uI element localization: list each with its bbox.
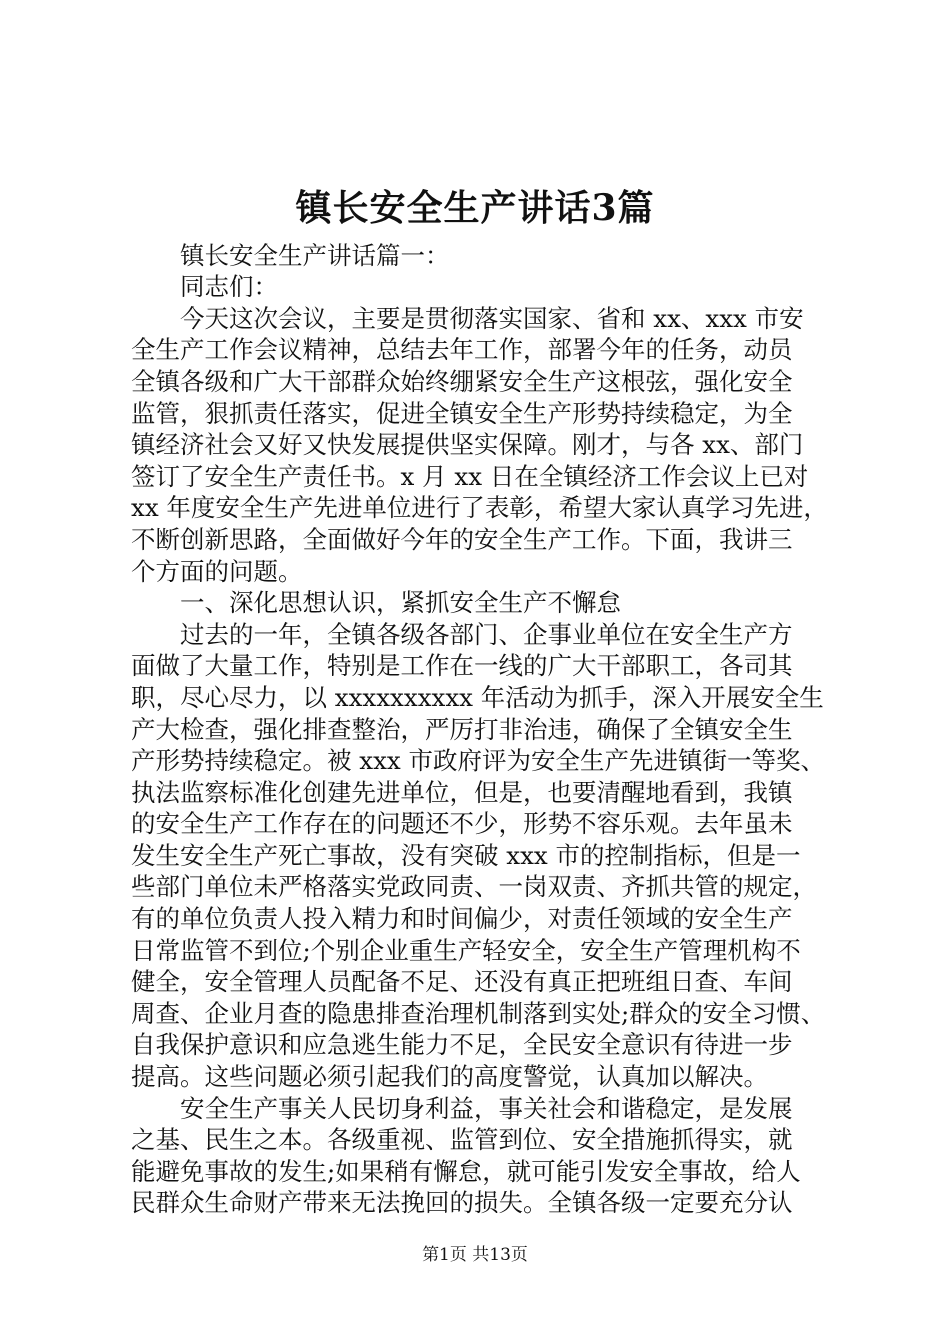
body-line: 日常监管不到位;个别企业重生产轻安全，安全生产管理机构不 (131, 935, 801, 965)
body-line: 监管，狠抓责任落实，促进全镇安全生产形势持续稳定，为全 (131, 398, 793, 428)
body-line: 全生产工作会议精神，总结去年工作，部署今年的任务，动员 (131, 335, 793, 365)
document-title: 镇长安全生产讲话3篇 (295, 187, 655, 229)
body-line: 过去的一年，全镇各级各部门、企事业单位在安全生产方 (131, 619, 793, 649)
body-line: 民群众生命财产带来无法挽回的损失。全镇各级一定要充分认 (131, 1188, 793, 1218)
document-body (131, 208, 831, 1219)
body-line: 职，尽心尽力，以 xxxxxxxxxx 年活动为抓手，深入开展安全生 (131, 682, 824, 712)
body-line: 安全生产事关人民切身利益，事关社会和谐稳定，是发展 (131, 1093, 793, 1123)
body-line: 今天这次会议，主要是贯彻落实国家、省和 xx、xxx 市安 (131, 303, 804, 333)
body-line: xx 年度安全生产先进单位进行了表彰，希望大家认真学习先进， (131, 493, 828, 523)
body-line: 面做了大量工作，特别是工作在一线的广大干部职工，各司其 (131, 651, 793, 681)
body-line: 一、深化思想认识，紧抓安全生产不懈怠 (131, 588, 621, 618)
body-line: 健全，安全管理人员配备不足、还没有真正把班组日查、车间 (131, 967, 793, 997)
page-footer: 第1页 共13页 (422, 1245, 528, 1265)
body-line: 产形势持续稳定。被 xxx 市政府评为安全生产先进镇街一等奖、 (131, 746, 826, 776)
body-line: 的安全生产工作存在的问题还不少，形势不容乐观。去年虽未 (131, 809, 793, 839)
body-line: 不断创新思路，全面做好今年的安全生产工作。下面，我讲三 (131, 524, 793, 554)
body-line: 些部门单位未严格落实党政同责、一岗双责、齐抓共管的规定， (131, 872, 817, 902)
body-line: 镇长安全生产讲话篇一： (131, 240, 450, 270)
body-line: 自我保护意识和应急逃生能力不足，全民安全意识有待进一步 (131, 1030, 793, 1060)
body-line: 周查、企业月查的隐患排查治理机制落到实处;群众的安全习惯、 (131, 998, 826, 1028)
body-line: 提高。这些问题必须引起我们的高度警觉，认真加以解决。 (131, 1062, 768, 1092)
body-line: 产大检查，强化排查整治，严厉打非治违，确保了全镇安全生 (131, 714, 793, 744)
body-line: 发生安全生产死亡事故，没有突破 xxx 市的控制指标，但是一 (131, 840, 801, 870)
body-line: 同志们： (131, 272, 278, 302)
body-line: 个方面的问题。 (131, 556, 303, 586)
body-line: 镇经济社会又好又快发展提供坚实保障。刚才，与各 xx、部门 (131, 430, 804, 460)
body-line (131, 208, 831, 240)
body-line: 之基、民生之本。各级重视、监管到位、安全措施抓得实，就 (131, 1125, 793, 1155)
body-line: 能避免事故的发生;如果稍有懈怠，就可能引发安全事故，给人 (131, 1156, 801, 1186)
body-line: 签订了安全生产责任书。x 月 xx 日在全镇经济工作会议上已对 (131, 461, 809, 491)
body-line: 全镇各级和广大干部群众始终绷紧安全生产这根弦，强化安全 (131, 366, 793, 396)
body-line: 执法监察标准化创建先进单位，但是，也要清醒地看到，我镇 (131, 777, 793, 807)
body-line: 有的单位负责人投入精力和时间偏少，对责任领域的安全生产 (131, 904, 793, 934)
